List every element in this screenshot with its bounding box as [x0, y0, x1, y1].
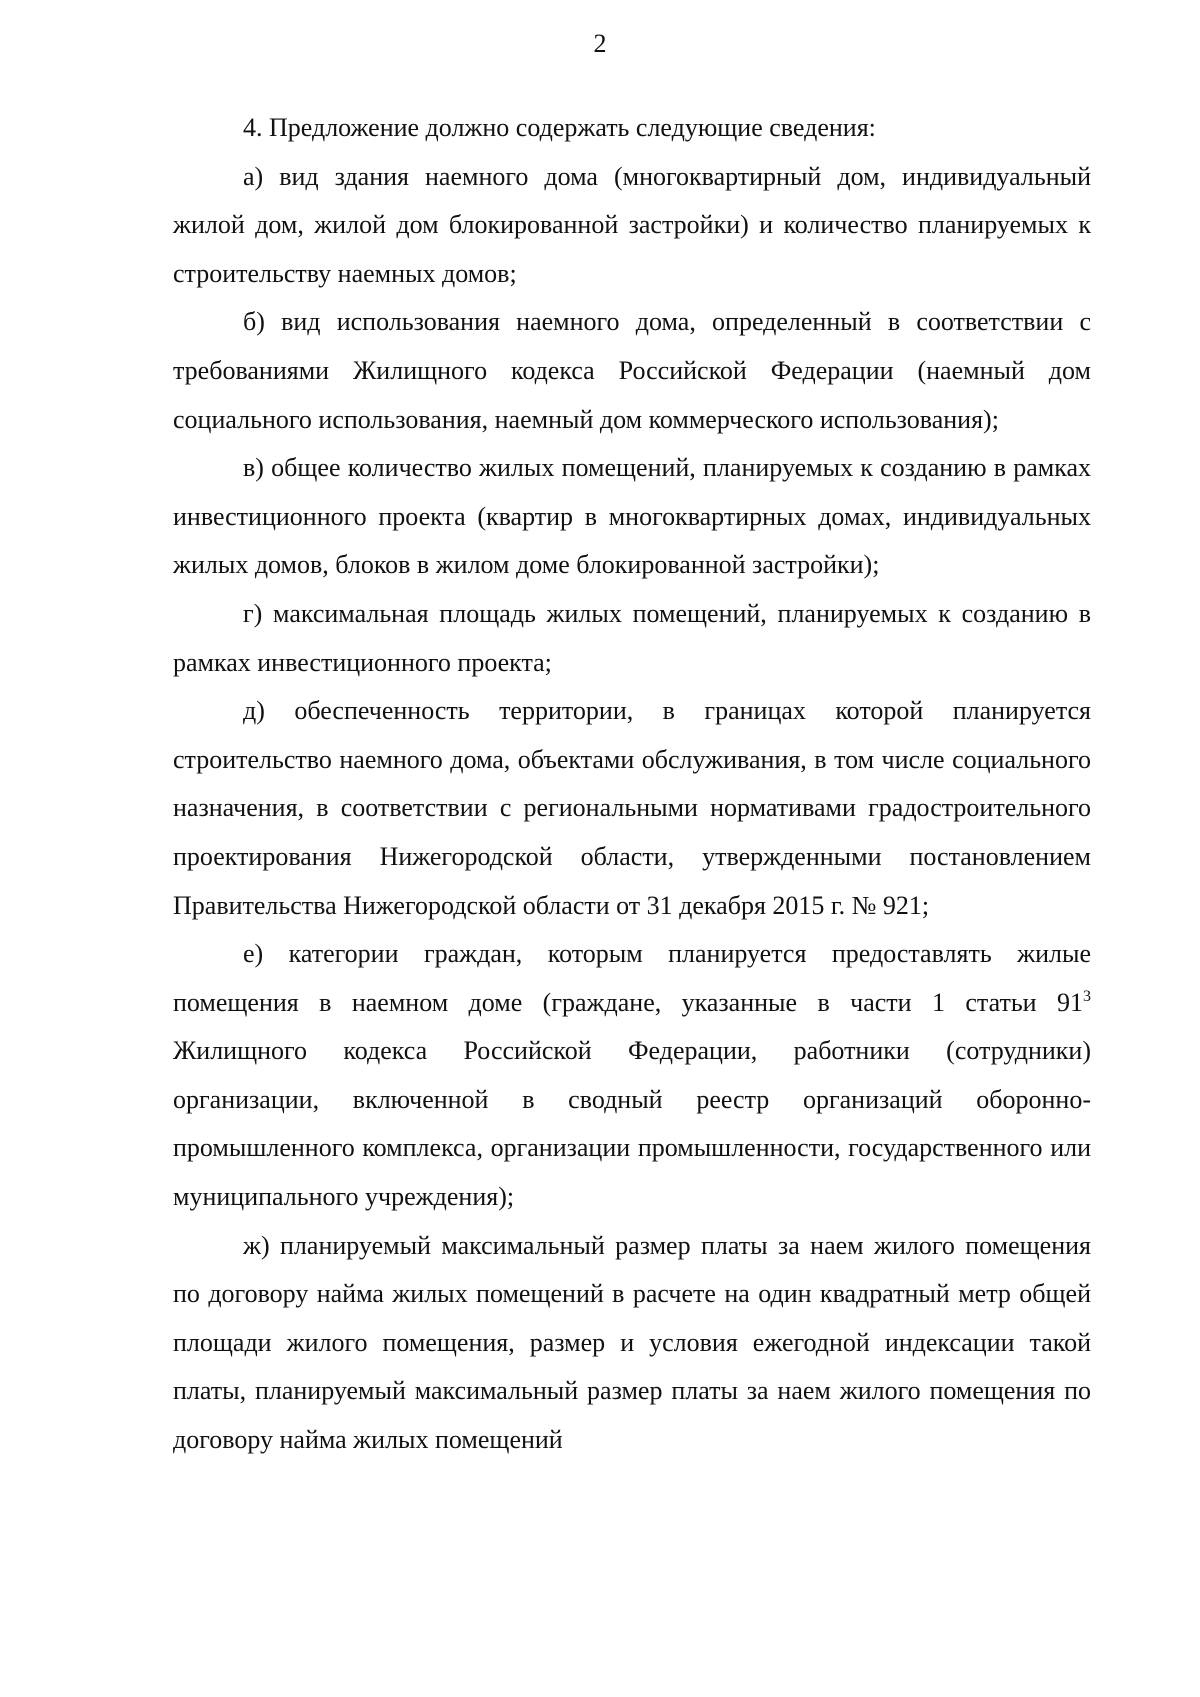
paragraph-d: д) обеспеченность территории, в границах которой планируется строительство наемного дома, объектами обслуживания, в том числе социального назначения, в соответствии с региональными нормативами градостроительного проектирования Нижегородской области, утвержденными постановлением Правительства Нижегородской области от 31 декабря 2015 г. № 921; — [173, 696, 1091, 920]
paragraph-b: б) вид использования наемного дома, определенный в соответствии с требованиями Жилищного кодекса Российской Федерации (наемный дом социального использования, наемный дом коммерческого использования); — [173, 307, 1091, 434]
paragraph-e-part1: е) категории граждан, которым планируется предоставлять жилые помещения в наемном доме (граждане, указанные в части 1 статьи 91 — [173, 939, 1091, 1017]
page-number: 2 — [593, 29, 607, 58]
paragraph-intro: 4. Предложение должно содержать следующие сведения: — [243, 113, 876, 142]
paragraph-v: в) общее количество жилых помещений, планируемых к созданию в рамках инвестиционного проекта (квартир в многоквартирных домах, индивидуальных жилых домов, блоков в жилом доме блокированной застройки); — [173, 453, 1091, 580]
paragraph-e-part2: Жилищного кодекса Российской Федерации, работники (сотрудники) организации, включенной в сводный реестр организаций оборонно-промышленного комплекса, организации промышленности, государственного или муниципального учреждения); — [173, 1036, 1091, 1212]
paragraph-zh: ж) планируемый максимальный размер платы за наем жилого помещения по договору найма жилых помещений в расчете на один квадратный метр общей площади жилого помещения, размер и условия ежегодной индексации такой платы, планируемый максимальный размер платы за наем жилого помещения по договору найма жилых помещений — [173, 1230, 1091, 1455]
paragraph-e — [173, 930, 1091, 1222]
document-body — [173, 104, 1091, 1465]
paragraph-a: а) вид здания наемного дома (многоквартирный дом, индивидуальный жилой дом, жилой дом блокированной застройки) и количество планируемых к строительству наемных домов; — [173, 161, 1091, 288]
article-superscript: 3 — [1083, 987, 1091, 1005]
paragraph-g: г) максимальная площадь жилых помещений, планируемых к созданию в рамках инвестиционного проекта; — [173, 598, 1091, 677]
